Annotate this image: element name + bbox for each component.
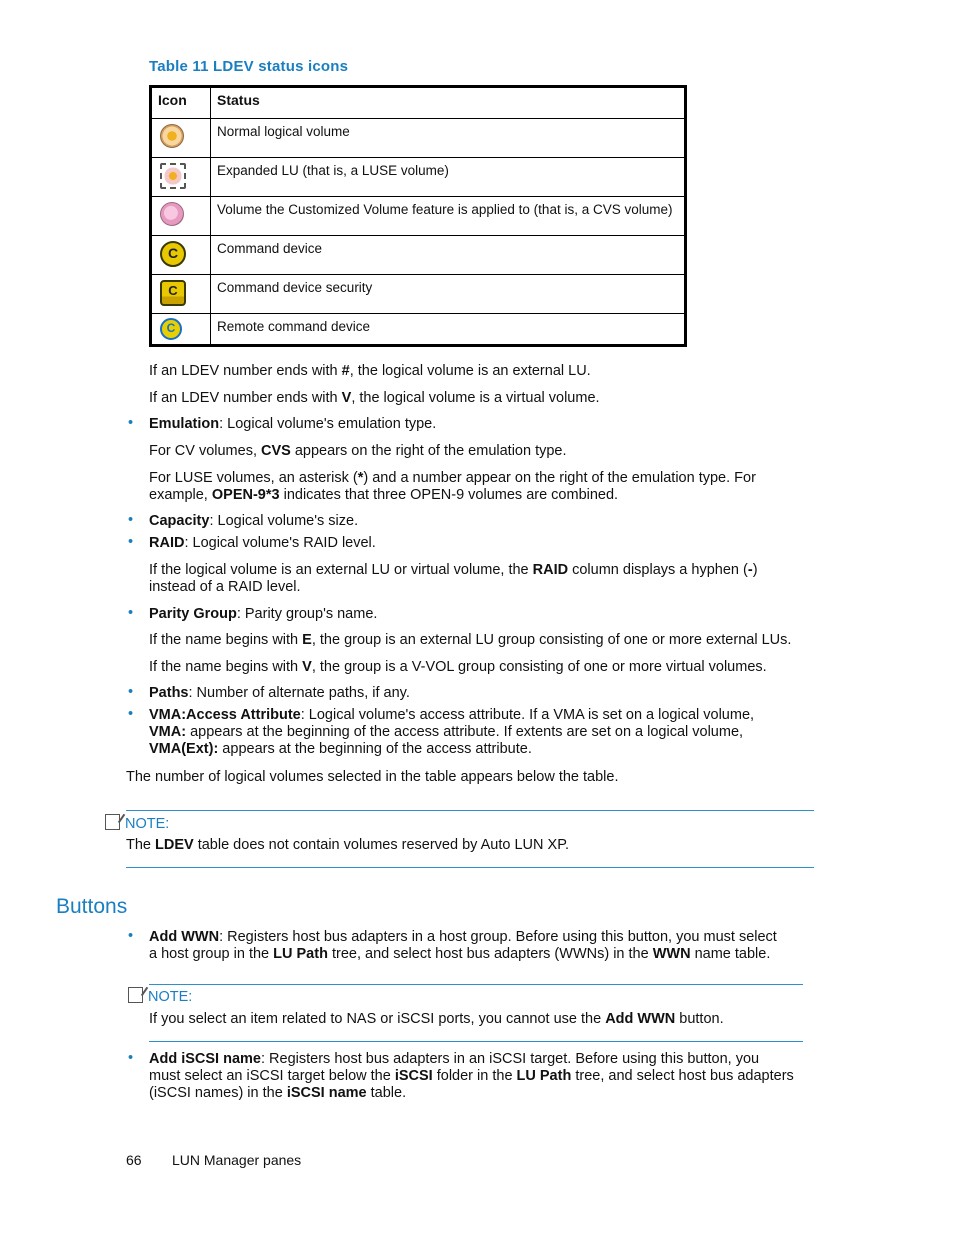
note-divider-top xyxy=(149,984,803,985)
table-row xyxy=(151,275,686,314)
table-row xyxy=(151,197,686,236)
bullet-icon: • xyxy=(128,605,134,621)
page-number: 66 xyxy=(126,1152,142,1168)
status-expanded-lu: Expanded LU (that is, a LUSE volume) xyxy=(211,158,686,197)
paths-item: Paths: Number of alternate paths, if any. xyxy=(149,685,410,701)
bullet-icon: • xyxy=(128,706,134,722)
remote-command-device-icon: C xyxy=(160,318,182,340)
ldev-external-note: If an LDEV number ends with #, the logical volume is an external LU. xyxy=(149,363,591,379)
ldev-status-table xyxy=(149,85,687,347)
table-row xyxy=(151,236,686,275)
table-row xyxy=(151,119,686,158)
table-header-row xyxy=(151,87,686,119)
table-row xyxy=(151,314,686,346)
vma-item: VMA:Access Attribute: Logical volume's access attribute. If a VMA is set on a logical volume, VMA: appears at the beginning of the access attribute. If extents are set on a logical volume, VMA(Ext): appears at the beginning of the access attribute. xyxy=(149,707,755,757)
bullet-icon: • xyxy=(128,512,134,528)
note-heading: NOTE: xyxy=(105,814,169,832)
parity-group-v-text: If the name begins with V, the group is a V-VOL group consisting of one or more virtual volumes. xyxy=(149,659,767,675)
normal-volume-icon xyxy=(160,124,184,148)
parity-group-item: Parity Group: Parity group's name. xyxy=(149,606,378,622)
emulation-item: Emulation: Logical volume's emulation type. xyxy=(149,416,437,432)
bullet-icon: • xyxy=(128,1050,134,1066)
capacity-item: Capacity: Logical volume's size. xyxy=(149,513,359,529)
note-divider-bottom xyxy=(149,1041,803,1042)
note-text: The LDEV table does not contain volumes reserved by Auto LUN XP. xyxy=(126,837,570,853)
raid-detail-text: If the logical volume is an external LU or virtual volume, the RAID column displays a hyphen (-) instead of a RAID level. xyxy=(149,562,758,595)
note-icon xyxy=(105,814,120,830)
footer-section-title: LUN Manager panes xyxy=(172,1152,302,1168)
status-remote-command-device: Remote command device xyxy=(211,314,686,346)
expanded-lu-icon xyxy=(160,163,186,189)
table-row xyxy=(151,158,686,197)
note-icon xyxy=(128,987,143,1003)
command-device-icon: C xyxy=(160,241,186,267)
bullet-icon: • xyxy=(128,534,134,550)
parity-group-e-text: If the name begins with E, the group is an external LU group consisting of one or more external LUs. xyxy=(149,632,792,648)
status-normal-volume: Normal logical volume xyxy=(211,119,686,158)
table-caption: Table 11 LDEV status icons xyxy=(149,58,349,75)
selected-count-text: The number of logical volumes selected in the table appears below the table. xyxy=(126,769,619,785)
cvs-volume-icon xyxy=(160,202,184,226)
note-divider-bottom xyxy=(126,867,814,868)
status-command-device: Command device xyxy=(211,236,686,275)
section-heading-buttons: Buttons xyxy=(56,895,128,918)
luse-volumes-text: For LUSE volumes, an asterisk (*) and a number appear on the right of the emulation type. For example, OPEN-9*3 indicates that three OPEN-9 volumes are combined. xyxy=(149,470,756,503)
bullet-icon: • xyxy=(128,928,134,944)
note-heading: NOTE: xyxy=(128,987,192,1005)
cv-volumes-text: For CV volumes, CVS appears on the right of the emulation type. xyxy=(149,443,567,459)
add-wwn-item: Add WWN: Registers host bus adapters in a host group. Before using this button, you must select a host group in the LU Path tree, and select host bus adapters (WWNs) in the WWN name table. xyxy=(149,929,777,962)
status-cvs-volume: Volume the Customized Volume feature is applied to (that is, a CVS volume) xyxy=(211,197,686,236)
column-header-icon: Icon xyxy=(151,87,211,119)
status-command-device-security: Command device security xyxy=(211,275,686,314)
raid-item: RAID: Logical volume's RAID level. xyxy=(149,535,376,551)
bullet-icon: • xyxy=(128,415,134,431)
note-divider-top xyxy=(126,810,814,811)
ldev-virtual-note: If an LDEV number ends with V, the logical volume is a virtual volume. xyxy=(149,390,600,406)
add-iscsi-name-item: Add iSCSI name: Registers host bus adapters in an iSCSI target. Before using this button, you must select an iSCSI target below the iSCSI folder in the LU Path tree, and select host bus adapters (iSCSI names) in the iSCSI name table. xyxy=(149,1051,794,1101)
bullet-icon: • xyxy=(128,684,134,700)
column-header-status: Status xyxy=(211,87,686,119)
command-device-security-icon: C xyxy=(160,280,186,306)
note-text: If you select an item related to NAS or iSCSI ports, you cannot use the Add WWN button. xyxy=(149,1011,724,1027)
